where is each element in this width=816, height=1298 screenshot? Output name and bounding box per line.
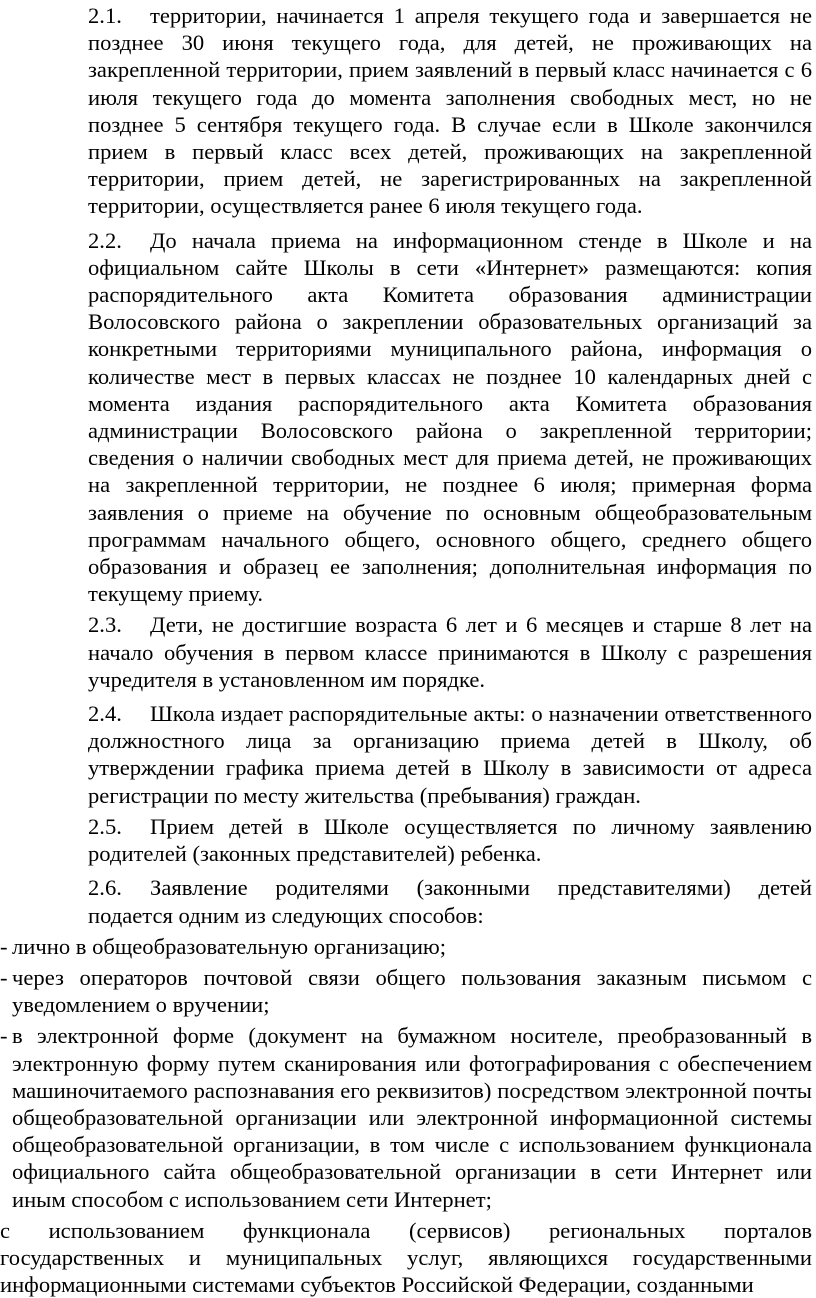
method-item-electronic	[0, 1022, 812, 1212]
clause-text: Заявление родителями (законными представителями) детей подается одним из следующих способов:	[88, 875, 812, 928]
method-portal-text: с использованием функционала (сервисов) региональных порталов государственных и муниципальных услуг, являющихся государственными информационными системами субъектов Российской Федерации, созданными	[0, 1217, 812, 1298]
list-dash: -	[0, 933, 8, 959]
clause-text: Дети, не достигшие возраста 6 лет и 6 месяцев и старше 8 лет на начало обучения в первом классе принимаются в Школу с разрешения учредителя в установленном им порядке.	[88, 612, 812, 692]
list-item-text: в электронной форме (документ на бумажном носителе, преобразованный в электронную форму путем сканирования или фотографирования с обеспечением машиночитаемого распознавания его реквизитов) посредством электронной почты общеобразовательной организации или электронной информационной системы общеобразовательной организации, в том числе с использованием функционала официального сайта общеобразовательной организации в сети Интернет или иным способом с использованием сети Интернет;	[12, 1023, 812, 1212]
clause-number: 2.3.	[88, 612, 122, 638]
clause-number: 2.1.	[88, 3, 122, 28]
clause-2-6	[88, 874, 812, 928]
clause-2-3	[88, 611, 812, 693]
clause-number: 2.2.	[88, 227, 122, 253]
clause-2-5	[88, 813, 812, 867]
list-dash: -	[0, 1023, 8, 1049]
clause-2-4	[88, 700, 812, 809]
clause-text: Прием детей в Школе осуществляется по личному заявлению родителей (законных представителей) ребенка.	[88, 813, 812, 867]
clause-2-1	[88, 2, 812, 220]
clause-text: До начала приема на информационном стенде в Школе и на официальном сайте Школы в сети «Интернет» размещаются: копия распорядительного акта Комитета образования администрации Волосовского района о закреплении образовательных организаций за конкретными территориями муниципального района, информация о количестве мест в первых классах не позднее 10 календарных дней с момента издания распорядительного акта Комитета образования администрации Волосовского района о закрепленной территории; сведения о наличии свободных мест для приема детей, не проживающих на закрепленной территории, не позднее 6 июля; примерная форма заявления о приеме на обучение по основным общеобразовательным программам начального общего, основного общего, среднего общего образования и образец ее заполнения; дополнительная информация по текущему приему.	[88, 227, 812, 607]
clause-number: 2.5.	[88, 813, 122, 839]
method-item-in-person	[0, 933, 812, 960]
clause-text: Школа издает распорядительные акты: о назначении ответственного должностного лица за организацию приема детей в Школу, об утверждении графика приема детей в Школу в зависимости от адреса регистрации по месту жительства (пребывания) граждан.	[88, 701, 812, 808]
list-item-text: через операторов почтовой связи общего пользования заказным письмом с уведомлением о вручении;	[12, 964, 812, 1018]
list-item-text: лично в общеобразовательную организацию;	[12, 933, 447, 959]
clause-text: территории, начинается 1 апреля текущего года и завершается не позднее 30 июня текущего года, для детей, не проживающих на закрепленной территории, прием заявлений в первый класс начинается с 6 июля текущего года до момента заполнения свободных мест, но не позднее 5 сентября текущего года. В случае если в Школе закончился прием в первый класс всех детей, проживающих на закрепленной территории, прием детей, не зарегистрированных на закрепленной территории, осуществляется ранее 6 июля текущего года.	[88, 3, 812, 219]
clause-2-2	[88, 227, 812, 608]
clause-number: 2.6.	[88, 875, 122, 901]
clause-number: 2.4.	[88, 701, 122, 727]
method-item-post	[0, 964, 812, 1018]
list-dash: -	[0, 964, 8, 990]
